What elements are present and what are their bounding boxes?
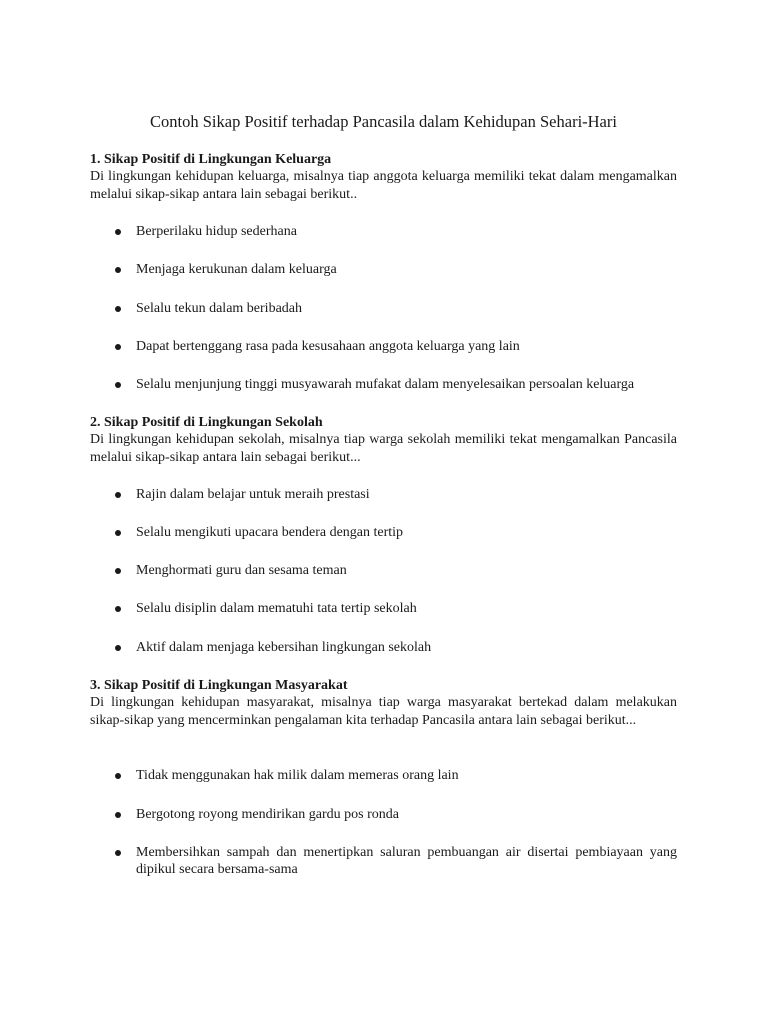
section-sekolah	[90, 414, 677, 655]
bullet-icon	[115, 773, 121, 779]
list-item-text: Menghormati guru dan sesama teman	[136, 563, 347, 578]
bullet-icon	[115, 606, 121, 612]
section-intro: Di lingkungan kehidupan masyarakat, misalnya tiap warga masyarakat bertekad dalam melakukan sikap-sikap yang mencerminkan pengalaman kita terhadap Pancasila antara lain sebagai berikut...	[90, 695, 677, 728]
list-item	[136, 600, 677, 617]
section-masyarakat	[90, 677, 677, 877]
list-item	[136, 223, 677, 240]
list-item-text: Selalu tekun dalam beribadah	[136, 301, 302, 316]
section-heading: 3. Sikap Positif di Lingkungan Masyarakat	[90, 678, 348, 693]
bullet-icon	[115, 492, 121, 498]
bullet-icon	[115, 530, 121, 536]
list-item-text: Menjaga kerukunan dalam keluarga	[136, 262, 337, 277]
bullet-icon	[115, 382, 121, 388]
list-item-text: Rajin dalam belajar untuk meraih prestasi	[136, 487, 370, 502]
section-intro: Di lingkungan kehidupan keluarga, misalnya tiap anggota keluarga memiliki tekat dalam mengamalkan melalui sikap-sikap antara lain sebagai berikut..	[90, 169, 677, 202]
list-item	[136, 639, 677, 656]
list-item	[136, 261, 677, 278]
list-item-text: Dapat bertenggang rasa pada kesusahaan anggota keluarga yang lain	[136, 339, 520, 354]
document-title: Contoh Sikap Positif terhadap Pancasila dalam Kehidupan Sehari-Hari	[150, 112, 617, 131]
list-item-text: Berperilaku hidup sederhana	[136, 224, 297, 239]
list-item	[136, 338, 677, 355]
list-item	[136, 844, 677, 878]
list-item	[136, 486, 677, 503]
list-item-text: Selalu mengikuti upacara bendera dengan tertip	[136, 525, 404, 540]
section-keluarga	[90, 151, 677, 392]
section-heading: 1. Sikap Positif di Lingkungan Keluarga	[90, 152, 332, 167]
list-item	[136, 562, 677, 579]
list-item	[136, 767, 677, 784]
bullet-icon	[115, 344, 121, 350]
bullet-icon	[115, 812, 121, 818]
bullet-icon	[115, 645, 121, 651]
list-item	[136, 300, 677, 317]
list-item-text: Selalu menjunjung tinggi musyawarah mufakat dalam menyelesaikan persoalan keluarga	[136, 377, 635, 392]
list-item-text: Bergotong royong mendirikan gardu pos ronda	[136, 807, 399, 822]
section-heading: 2. Sikap Positif di Lingkungan Sekolah	[90, 415, 323, 430]
list-item	[136, 524, 677, 541]
list-item-text: Aktif dalam menjaga kebersihan lingkungan sekolah	[136, 640, 432, 655]
list-item-text: Tidak menggunakan hak milik dalam memeras orang lain	[136, 768, 459, 783]
list-item-text: Selalu disiplin dalam mematuhi tata tertip sekolah	[136, 601, 417, 616]
bullet-icon	[115, 267, 121, 273]
section-intro: Di lingkungan kehidupan sekolah, misalnya tiap warga sekolah memiliki tekat mengamalkan Pancasila melalui sikap-sikap antara lain sebagai berikut...	[90, 432, 677, 465]
list-item	[136, 806, 677, 823]
list-item-text: Membersihkan sampah dan menertipkan saluran pembuangan air disertai pembiayaan yang dipikul secara bersama-sama	[136, 845, 677, 877]
bullet-icon	[115, 850, 121, 856]
list-item	[136, 376, 677, 393]
bullet-icon	[115, 568, 121, 574]
bullet-icon	[115, 306, 121, 312]
bullet-icon	[115, 229, 121, 235]
